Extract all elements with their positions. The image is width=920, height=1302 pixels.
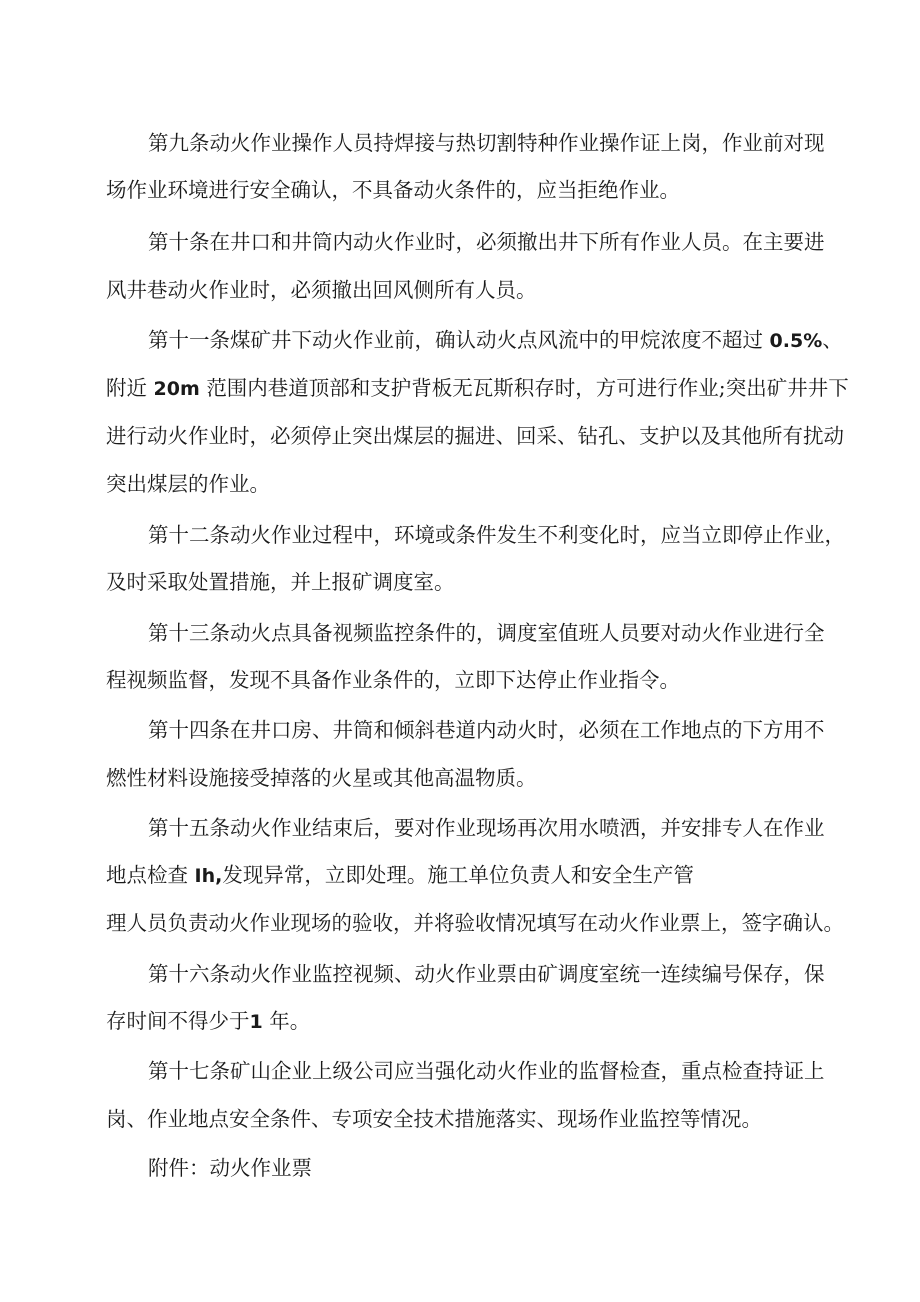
article-11-line-4: 突出煤层的作业。 [106,472,270,496]
article-16-text: 年。 [269,1009,311,1033]
article-15-text: 发现异常，立即处理。施工单位负责人和安全生产管 [222,863,694,887]
article-11-line-3: 进行动火作业时，必须停止突出煤层的掘进、回采、钻孔、支护以及其他所有扰动 [106,424,844,448]
article-11-line-1 [148,325,843,355]
article-17-line-2: 岗、作业地点安全条件、专项安全技术措施落实、现场作业监控等情况。 [106,1107,762,1131]
article-17-line-1: 第十七条矿山企业上级公司应当强化动火作业的监督检查，重点检查持证上 [148,1059,825,1083]
article-11-text: 附近 [106,376,147,400]
article-11-line-2 [106,373,849,403]
article-11-text: 第十一条煤矿井下动火作业前，确认动火点风流中的甲烷浓度不超过 [148,328,763,352]
article-9-line-2: 场作业环境进行安全确认，不具备动火条件的，应当拒绝作业。 [106,178,680,202]
article-15-text: 地点检查 [106,863,188,887]
range-distance: 20m [153,378,200,400]
article-10-line-1: 第十条在井口和井筒内动火作业时，必须撤出井下所有作业人员。在主要进 [148,230,825,254]
inspection-duration: Ih, [194,865,223,887]
article-15-line-2 [106,860,694,890]
article-11-text: 范围内巷道顶部和支护背板无瓦斯积存时，方可进行作业;突出矿井井下 [206,376,849,400]
article-12-line-1: 第十二条动火作业过程中，环境或条件发生不利变化时，应当立即停止作业， [148,523,845,547]
article-15-line-3: 理人员负责动火作业现场的验收，并将验收情况填写在动火作业票上，签字确认。 [106,911,844,935]
article-11-punct: 、 [822,328,843,352]
article-12-line-2: 及时采取处置措施，并上报矿调度室。 [106,570,455,594]
article-13-line-1: 第十三条动火点具备视频监控条件的，调度室值班人员要对动火作业进行全 [148,621,825,645]
article-15-line-1: 第十五条动火作业结束后，要对作业现场再次用水喷洒，并安排专人在作业 [148,816,825,840]
article-14-line-1: 第十四条在井口房、井筒和倾斜巷道内动火时，必须在工作地点的下方用不 [148,718,825,742]
attachment-note: 附件：动火作业票 [148,1156,312,1180]
methane-limit: 0.5% [769,330,823,352]
article-16-line-2 [106,1006,310,1036]
article-10-line-2: 风井巷动火作业时，必须撤出回风侧所有人员。 [106,278,537,302]
article-14-line-2: 燃性材料设施接受掉落的火星或其他高温物质。 [106,766,537,790]
article-13-line-2: 程视频监督，发现不具备作业条件的，立即下达停止作业指令。 [106,668,680,692]
retention-years: 1 [249,1011,263,1033]
article-9-line-1: 第九条动火作业操作人员持焊接与热切割特种作业操作证上岗，作业前对现 [148,131,825,155]
article-16-text: 存时间不得少于 [106,1009,250,1033]
article-16-line-1: 第十六条动火作业监控视频、动火作业票由矿调度室统一连续编号保存，保 [148,962,825,986]
